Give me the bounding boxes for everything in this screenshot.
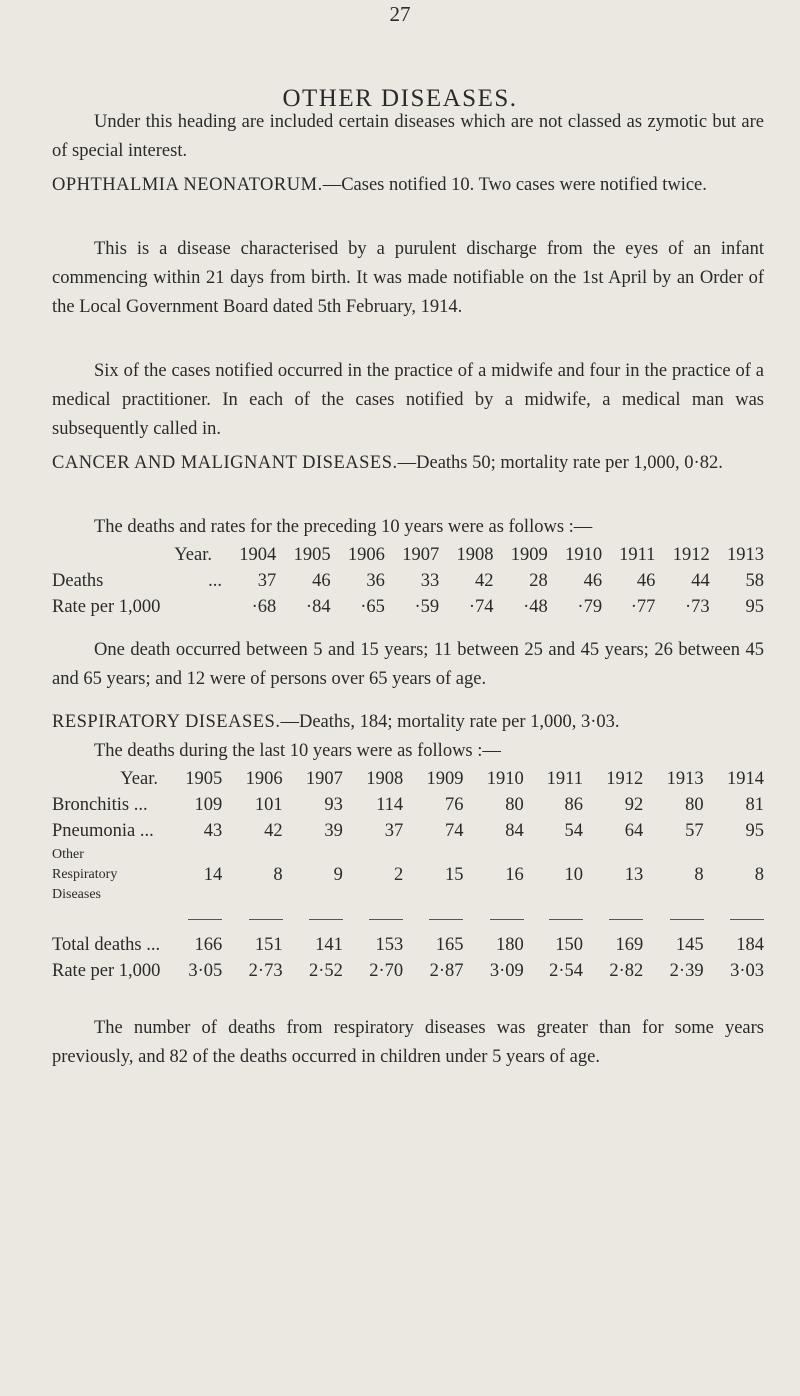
divider	[188, 919, 222, 920]
rule-cell	[343, 906, 403, 932]
ophthalmia-summary: —Cases notified 10. Two cases were notified twice.	[322, 175, 707, 195]
cancer-summary: —Deaths 50; mortality rate per 1,000, 0·82.	[397, 453, 723, 473]
table-cell: 153	[375, 934, 404, 955]
respiratory-year-row	[52, 766, 764, 792]
leader-dots: ...	[208, 570, 222, 591]
table-cell: 44	[691, 570, 710, 591]
page-number: 27	[389, 2, 411, 26]
table-cell: 1913	[666, 768, 704, 789]
table-cell: 145	[675, 934, 704, 955]
respiratory-rate-row	[52, 958, 764, 984]
table-cell: ·73	[685, 596, 710, 617]
respiratory-lead: The deaths during the last 10 years were as follows :—	[94, 741, 501, 761]
table-cell: 39	[324, 820, 343, 841]
table-cell: 54	[564, 820, 583, 841]
table-cell: 141	[315, 934, 343, 955]
table-cell: 95	[745, 820, 764, 841]
table-cell: 101	[254, 794, 283, 815]
rule-cell	[463, 906, 523, 932]
table-cell: 1908	[366, 768, 404, 789]
table-cell: 37	[257, 570, 277, 591]
cancer-year-row	[52, 542, 764, 568]
table-cell: 2·52	[308, 960, 343, 981]
divider	[249, 919, 283, 920]
table-cell: 180	[496, 934, 524, 955]
rule-cell	[162, 906, 222, 932]
table-cell: 46	[636, 570, 656, 591]
table-cell: 169	[615, 934, 644, 955]
table-cell: 43	[203, 820, 223, 841]
ophthalmia-description: This is a disease characterised by a purulent discharge from the eyes of an infant commencing within 21 days from birth. It was made notifiable on the 1st April by an Order of the Local Government Board dated 5th February, 1914.	[52, 239, 764, 317]
row-label-line: Diseases	[52, 887, 101, 902]
table-cell: 2	[393, 864, 404, 885]
table-cell: 2·54	[549, 960, 583, 981]
cancer-deaths-row	[52, 568, 764, 594]
table-cell: 8	[754, 864, 764, 885]
table-cell: 64	[624, 820, 644, 841]
cancer-table	[52, 542, 764, 620]
divider	[490, 919, 524, 920]
divider	[429, 919, 463, 920]
table-cell: 3·09	[489, 960, 524, 981]
row-label: Rate per 1,000	[52, 596, 161, 617]
pneumonia-row	[52, 818, 764, 844]
table-cell: 2·73	[248, 960, 283, 981]
table-cell: 57	[685, 820, 704, 841]
row-label: Deaths	[52, 570, 104, 591]
row-label: Total deaths ...	[52, 934, 161, 955]
table-cell: 8	[694, 864, 704, 885]
table-cell: 1908	[456, 544, 494, 565]
table-cell: 2·39	[669, 960, 704, 981]
table-cell: 1909	[426, 768, 464, 789]
table-cell: 166	[194, 934, 223, 955]
table-cell: 1911	[546, 768, 583, 789]
divider	[609, 919, 643, 920]
divider	[369, 919, 403, 920]
table-cell: 15	[444, 864, 464, 885]
row-label: Bronchitis ...	[52, 794, 148, 815]
table-cell: ·59	[414, 596, 440, 617]
table-cell: 84	[505, 820, 524, 841]
respiratory-year-label: Year.	[120, 768, 158, 789]
table-cell: ·77	[630, 596, 656, 617]
rule-cell	[583, 906, 643, 932]
rule-cell	[643, 906, 703, 932]
table-cell: 95	[745, 596, 764, 617]
table-cell: 28	[529, 570, 548, 591]
table-cell: 2·87	[429, 960, 464, 981]
row-label	[52, 844, 162, 906]
table-cell: 1904	[239, 544, 277, 565]
table-cell: 1905	[185, 768, 223, 789]
cancer-lead: The deaths and rates for the preceding 10 years were as follows :—	[94, 517, 593, 537]
table-cell: 1910	[486, 768, 524, 789]
table-cell: 1905	[293, 544, 331, 565]
rule-cell	[524, 906, 583, 932]
respiratory-summary: —Deaths, 184; mortality rate per 1,000, 3·03.	[280, 712, 620, 732]
table-cell: 1907	[305, 768, 343, 789]
table-cell: 86	[564, 794, 583, 815]
respiratory-table	[52, 766, 764, 984]
table-cell: ·84	[305, 596, 331, 617]
table-cell: 42	[474, 570, 494, 591]
bronchitis-row	[52, 792, 764, 818]
divider	[670, 919, 704, 920]
row-label: Pneumonia ...	[52, 820, 154, 841]
table-cell: 1906	[347, 544, 385, 565]
table-cell: 46	[312, 570, 331, 591]
respiratory-heading: RESPIRATORY DISEASES.	[52, 712, 281, 732]
row-label: Rate per 1,000	[52, 960, 161, 981]
cancer-heading: CANCER AND MALIGNANT DISEASES.	[52, 453, 398, 473]
divider	[549, 919, 583, 920]
table-cell: 33	[420, 570, 440, 591]
table-cell: ·68	[251, 596, 277, 617]
table-cell: 2·70	[369, 960, 404, 981]
table-cell: 92	[624, 794, 644, 815]
table-cell: 93	[324, 794, 343, 815]
table-cell: 165	[435, 934, 464, 955]
total-rule-row	[52, 906, 764, 932]
table-cell: 1911	[619, 544, 656, 565]
table-cell: 80	[505, 794, 524, 815]
table-cell: 151	[254, 934, 283, 955]
ophthalmia-cases: Six of the cases notified occurred in the practice of a midwife and four in the practice of a medical practitioner. In each of the cases notified by a midwife, a medical man was subsequently called in.	[52, 361, 764, 439]
table-cell: 1913	[727, 544, 764, 565]
table-cell: 8	[273, 864, 283, 885]
table-cell: 46	[583, 570, 603, 591]
table-cell: 3·05	[188, 960, 223, 981]
table-cell: 80	[685, 794, 704, 815]
table-cell: 109	[194, 794, 223, 815]
intro-paragraph: Under this heading are included certain diseases which are not classed as zymotic but are of special interest.	[52, 112, 764, 161]
row-label-line: Respiratory	[52, 867, 118, 882]
row-label-line: Other	[52, 847, 84, 862]
rule-cell	[222, 906, 282, 932]
table-cell: 36	[366, 570, 385, 591]
blank-cell	[52, 906, 162, 932]
ophthalmia-heading: OPHTHALMIA NEONATORUM.	[52, 175, 323, 195]
table-cell: 74	[444, 820, 464, 841]
table-cell: 10	[564, 864, 583, 885]
table-cell: 1912	[672, 544, 710, 565]
table-cell: ·65	[360, 596, 385, 617]
table-cell: 1906	[245, 768, 283, 789]
other-respiratory-row	[52, 844, 764, 906]
rule-cell	[704, 906, 764, 932]
table-cell: 58	[745, 570, 764, 591]
respiratory-note: The number of deaths from respiratory diseases was greater than for some years previously, and 82 of the deaths occurred in children under 5 years of age.	[52, 1018, 764, 1067]
table-cell: 76	[444, 794, 464, 815]
respiratory-section-heading	[52, 708, 764, 737]
table-cell: 1907	[402, 544, 440, 565]
table-cell: ·79	[577, 596, 603, 617]
ophthalmia-section-heading	[52, 171, 764, 200]
table-cell: 1909	[510, 544, 548, 565]
table-cell: 9	[333, 864, 343, 885]
table-cell: 150	[555, 934, 583, 955]
divider	[730, 919, 764, 920]
rule-cell	[283, 906, 343, 932]
total-deaths-row	[52, 932, 764, 958]
table-cell: 37	[384, 820, 404, 841]
table-cell: 81	[745, 794, 764, 815]
table-cell: ·48	[523, 596, 548, 617]
cancer-year-label: Year.	[174, 544, 212, 565]
table-cell: 1912	[606, 768, 644, 789]
table-cell: 114	[376, 794, 404, 815]
table-cell: 16	[505, 864, 524, 885]
table-cell: 184	[736, 934, 764, 955]
table-cell: ·74	[468, 596, 494, 617]
cancer-section-heading	[52, 449, 764, 478]
table-cell: 3·03	[730, 960, 764, 981]
table-cell: 14	[203, 864, 223, 885]
cancer-rate-row	[52, 594, 764, 620]
table-cell: 1910	[565, 544, 603, 565]
page-title: OTHER DISEASES.	[282, 85, 518, 112]
table-cell: 42	[264, 820, 283, 841]
cancer-age-note: One death occurred between 5 and 15 years; 11 between 25 and 45 years; 26 between 45 and 65 years; and 12 were of persons over 65 years of age.	[52, 640, 764, 689]
table-cell: 2·82	[609, 960, 644, 981]
divider	[309, 919, 343, 920]
table-cell: 1914	[727, 768, 764, 789]
table-cell: 13	[624, 864, 644, 885]
rule-cell	[403, 906, 463, 932]
